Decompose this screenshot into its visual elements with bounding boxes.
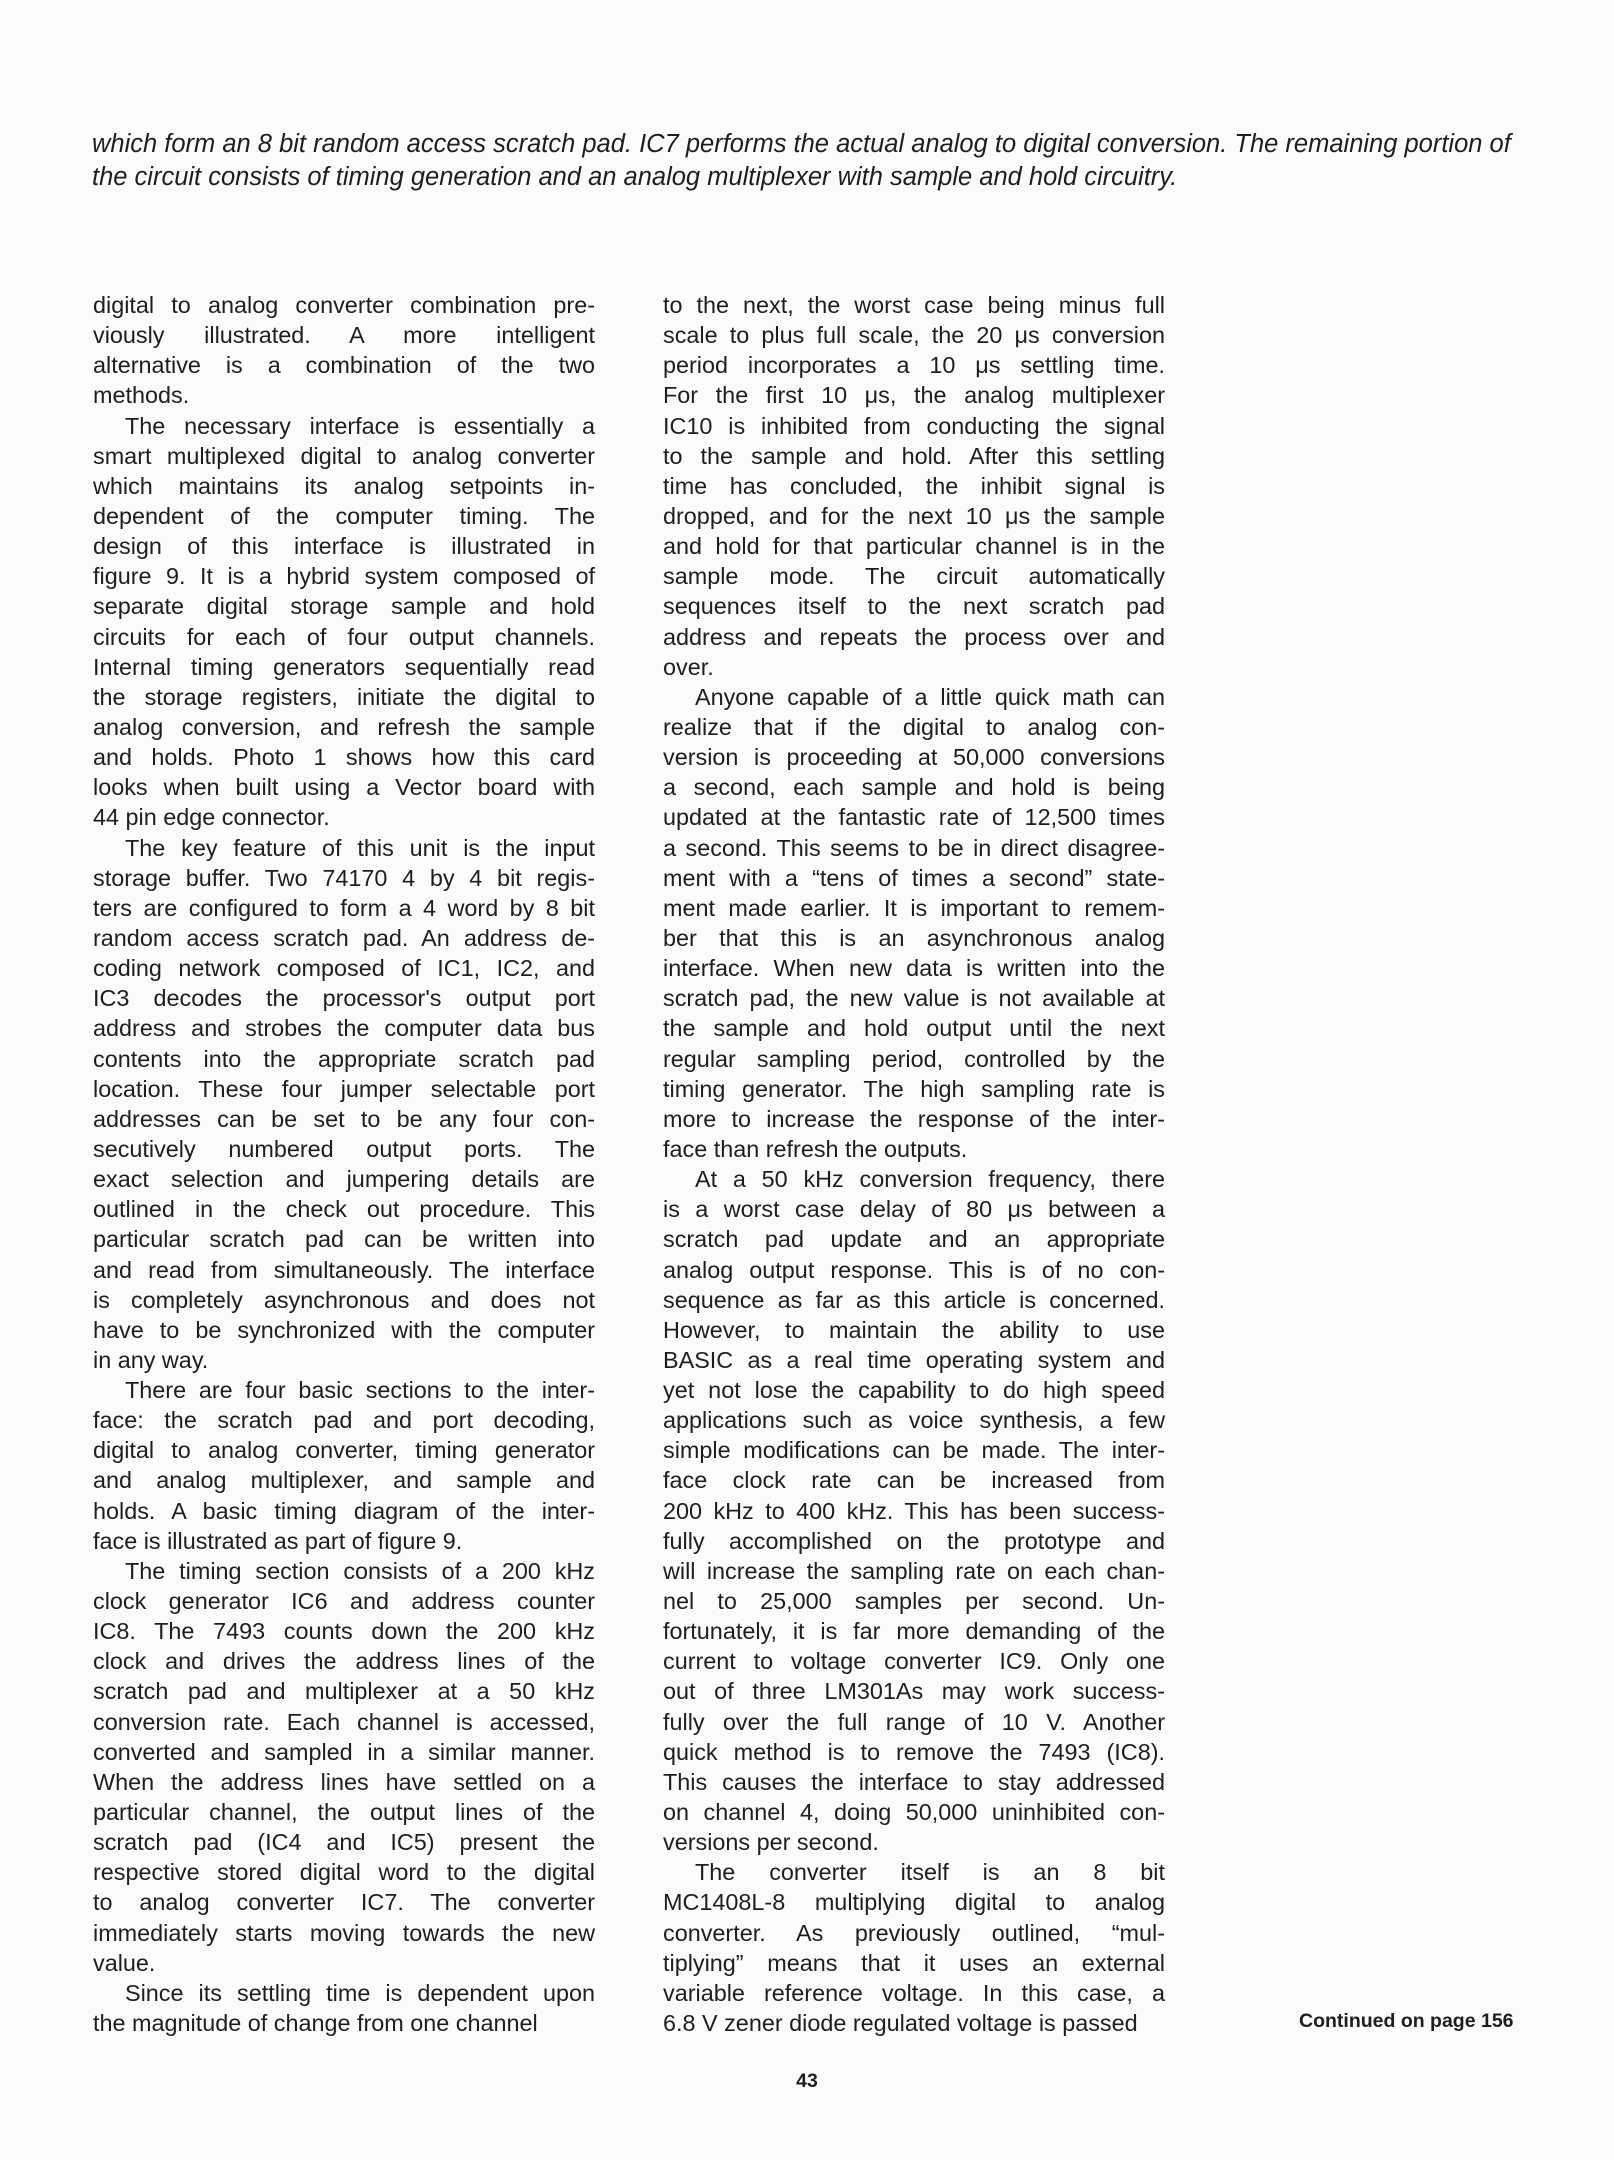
text-line: 200 kHz to 400 kHz. This has been success- bbox=[663, 1497, 1165, 1524]
text-line: exact selection and jumpering details are bbox=[93, 1166, 595, 1193]
text-line: is completely asynchronous and does not bbox=[93, 1286, 595, 1313]
text-line: When the address lines have settled on a bbox=[93, 1768, 595, 1795]
text-line: IC8. The 7493 counts down the 200 kHz bbox=[93, 1618, 595, 1645]
text-line: and analog multiplexer, and sample and bbox=[93, 1467, 595, 1494]
text-line: digital to analog converter, timing generator bbox=[93, 1437, 595, 1464]
text-line: address and strobes the computer data bus bbox=[93, 1015, 595, 1042]
text-line: nel to 25,000 samples per second. Un- bbox=[663, 1588, 1165, 1615]
text-line: ters are configured to form a 4 word by 8 bit bbox=[93, 894, 595, 921]
text-line: out of three LM301As may work success- bbox=[663, 1678, 1165, 1705]
text-line: holds. A basic timing diagram of the inter- bbox=[93, 1497, 595, 1524]
text-line: There are four basic sections to the inter- bbox=[125, 1377, 595, 1404]
text-line: clock generator IC6 and address counter bbox=[93, 1588, 595, 1615]
text-line: Internal timing generators sequentially read bbox=[93, 653, 595, 680]
text-line: scratch pad, the new value is not available at bbox=[663, 985, 1165, 1012]
text-line: particular scratch pad can be written into bbox=[93, 1226, 595, 1253]
text-line: will increase the sampling rate on each chan- bbox=[663, 1557, 1165, 1584]
text-line: sample mode. The circuit automatically bbox=[663, 563, 1165, 590]
text-column-left bbox=[93, 290, 595, 2038]
text-line: converted and sampled in a similar manner. bbox=[93, 1738, 595, 1765]
text-line: methods. bbox=[93, 382, 190, 409]
text-line: tiplying” means that it uses an external bbox=[663, 1949, 1165, 1976]
text-line: scale to plus full scale, the 20 μs conversion bbox=[663, 322, 1165, 349]
text-line: updated at the fantastic rate of 12,500 times bbox=[663, 804, 1165, 831]
text-line: regular sampling period, controlled by the bbox=[663, 1045, 1165, 1072]
text-line: particular channel, the output lines of the bbox=[93, 1799, 595, 1826]
text-line: variable reference voltage. In this case, a bbox=[663, 1979, 1165, 2006]
text-line: alternative is a combination of the two bbox=[93, 352, 595, 379]
text-line: fortunately, it is far more demanding of the bbox=[663, 1618, 1165, 1645]
caption-line: which form an 8 bit random access scratch pad. IC7 performs the actual analog to digital conversion. The remaining portion of bbox=[92, 130, 1511, 158]
text-line: quick method is to remove the 7493 (IC8). bbox=[663, 1738, 1165, 1765]
text-line: value. bbox=[93, 1949, 156, 1976]
text-line: 6.8 V zener diode regulated voltage is passed bbox=[663, 2010, 1138, 2037]
caption-line: the circuit consists of timing generation and an analog multiplexer with sample and hold circuitry. bbox=[92, 163, 1178, 191]
text-line: random access scratch pad. An address de- bbox=[93, 924, 595, 951]
text-line: coding network composed of IC1, IC2, and bbox=[93, 955, 595, 982]
text-line: converter. As previously outlined, “mul- bbox=[663, 1919, 1165, 1946]
text-line: which maintains its analog setpoints in- bbox=[93, 472, 595, 499]
text-line: IC10 is inhibited from conducting the signal bbox=[663, 412, 1165, 439]
text-line: digital to analog converter combination pre- bbox=[93, 292, 595, 318]
figure-caption bbox=[92, 128, 1537, 194]
text-line: versions per second. bbox=[663, 1829, 879, 1856]
text-line: design of this interface is illustrated in bbox=[93, 533, 595, 560]
text-line: face is illustrated as part of figure 9. bbox=[93, 1527, 463, 1554]
text-line: figure 9. It is a hybrid system composed of bbox=[93, 563, 595, 590]
text-line: to analog converter IC7. The converter bbox=[93, 1889, 595, 1916]
text-line: and holds. Photo 1 shows how this card bbox=[93, 744, 595, 771]
text-line: ment with a “tens of times a second” state- bbox=[663, 864, 1165, 891]
text-line: ber that this is an asynchronous analog bbox=[663, 924, 1165, 951]
text-line: a second, each sample and hold is being bbox=[663, 774, 1165, 801]
text-line: version is proceeding at 50,000 conversions bbox=[663, 744, 1165, 771]
text-line: to the sample and hold. After this settling bbox=[663, 442, 1165, 469]
text-line: face clock rate can be increased from bbox=[663, 1467, 1165, 1494]
text-line: analog output response. This is of no con- bbox=[663, 1256, 1165, 1283]
text-line: This causes the interface to stay addressed bbox=[663, 1768, 1165, 1795]
text-line: For the first 10 μs, the analog multiplexer bbox=[663, 382, 1165, 409]
text-line: fully accomplished on the prototype and bbox=[663, 1527, 1165, 1554]
text-line: face: the scratch pad and port decoding, bbox=[93, 1407, 595, 1434]
text-line: and read from simultaneously. The interface bbox=[93, 1256, 595, 1283]
text-line: Anyone capable of a little quick math can bbox=[695, 683, 1165, 710]
text-line: time has concluded, the inhibit signal is bbox=[663, 472, 1165, 499]
text-line: The converter itself is an 8 bit bbox=[695, 1859, 1165, 1886]
text-line: secutively numbered output ports. The bbox=[93, 1135, 595, 1162]
text-line: face than refresh the outputs. bbox=[663, 1135, 968, 1162]
page-number: 43 bbox=[796, 2070, 818, 2092]
text-line: Since its settling time is dependent upon bbox=[125, 1979, 595, 2006]
text-line: realize that if the digital to analog con- bbox=[663, 713, 1165, 740]
text-line: have to be synchronized with the computer bbox=[93, 1316, 595, 1343]
text-line: addresses can be set to be any four con- bbox=[93, 1105, 595, 1132]
text-line: period incorporates a 10 μs settling time. bbox=[663, 352, 1165, 379]
text-line: applications such as voice synthesis, a few bbox=[663, 1407, 1165, 1434]
text-line: contents into the appropriate scratch pad bbox=[93, 1045, 595, 1072]
text-line: yet not lose the capability to do high speed bbox=[663, 1377, 1165, 1404]
text-line: The timing section consists of a 200 kHz bbox=[125, 1557, 595, 1584]
text-line: fully over the full range of 10 V. Another bbox=[663, 1708, 1165, 1735]
continued-notice: Continued on page 156 bbox=[1299, 2010, 1514, 2032]
text-line: ment made earlier. It is important to remem- bbox=[663, 894, 1165, 921]
text-line: viously illustrated. A more intelligent bbox=[93, 322, 595, 349]
text-line: However, to maintain the ability to use bbox=[663, 1316, 1165, 1343]
text-line: looks when built using a Vector board with bbox=[93, 774, 595, 801]
text-line: smart multiplexed digital to analog converter bbox=[93, 442, 595, 469]
text-line: sequences itself to the next scratch pad bbox=[663, 593, 1165, 620]
text-line: The necessary interface is essentially a bbox=[125, 412, 595, 439]
text-column-middle bbox=[663, 290, 1165, 2038]
text-line: dependent of the computer timing. The bbox=[93, 502, 595, 529]
text-line: separate digital storage sample and hold bbox=[93, 593, 595, 620]
text-line: to the next, the worst case being minus full bbox=[663, 292, 1165, 318]
text-line: the sample and hold output until the next bbox=[663, 1015, 1165, 1042]
text-line: timing generator. The high sampling rate is bbox=[663, 1075, 1165, 1102]
text-line: scratch pad (IC4 and IC5) present the bbox=[93, 1829, 595, 1856]
text-line: sequence as far as this article is concerned. bbox=[663, 1286, 1165, 1313]
text-line: simple modifications can be made. The inter- bbox=[663, 1437, 1165, 1464]
text-line: a second. This seems to be in direct disagree- bbox=[663, 834, 1165, 861]
text-line: over. bbox=[663, 653, 714, 680]
text-line: respective stored digital word to the digital bbox=[93, 1859, 595, 1886]
text-line: interface. When new data is written into the bbox=[663, 955, 1165, 982]
text-line: analog conversion, and refresh the sample bbox=[93, 713, 595, 740]
text-line: is a worst case delay of 80 μs between a bbox=[663, 1196, 1165, 1223]
text-line: 44 pin edge connector. bbox=[93, 804, 330, 831]
text-line: The key feature of this unit is the input bbox=[125, 834, 595, 861]
text-line: At a 50 kHz conversion frequency, there bbox=[695, 1166, 1165, 1193]
text-line: location. These four jumper selectable port bbox=[93, 1075, 595, 1102]
text-line: on channel 4, doing 50,000 uninhibited con- bbox=[663, 1799, 1165, 1826]
text-line: clock and drives the address lines of the bbox=[93, 1648, 595, 1675]
text-line: BASIC as a real time operating system and bbox=[663, 1346, 1165, 1373]
text-line: conversion rate. Each channel is accessed, bbox=[93, 1708, 595, 1735]
text-line: and hold for that particular channel is in the bbox=[663, 533, 1165, 560]
text-line: immediately starts moving towards the new bbox=[93, 1919, 595, 1946]
text-line: the storage registers, initiate the digital to bbox=[93, 683, 595, 710]
text-line: MC1408L-8 multiplying digital to analog bbox=[663, 1889, 1165, 1916]
text-line: in any way. bbox=[93, 1346, 209, 1373]
text-line: current to voltage converter IC9. Only one bbox=[663, 1648, 1165, 1675]
text-line: IC3 decodes the processor's output port bbox=[93, 985, 595, 1012]
text-line: storage buffer. Two 74170 4 by 4 bit regis- bbox=[93, 864, 595, 891]
text-line: more to increase the response of the inter- bbox=[663, 1105, 1165, 1132]
text-line: scratch pad update and an appropriate bbox=[663, 1226, 1165, 1253]
text-line: the magnitude of change from one channel bbox=[93, 2010, 538, 2037]
text-line: address and repeats the process over and bbox=[663, 623, 1165, 650]
text-line: outlined in the check out procedure. This bbox=[93, 1196, 595, 1223]
text-line: dropped, and for the next 10 μs the sample bbox=[663, 502, 1165, 529]
text-line: circuits for each of four output channels. bbox=[93, 623, 595, 650]
text-line: scratch pad and multiplexer at a 50 kHz bbox=[93, 1678, 595, 1705]
